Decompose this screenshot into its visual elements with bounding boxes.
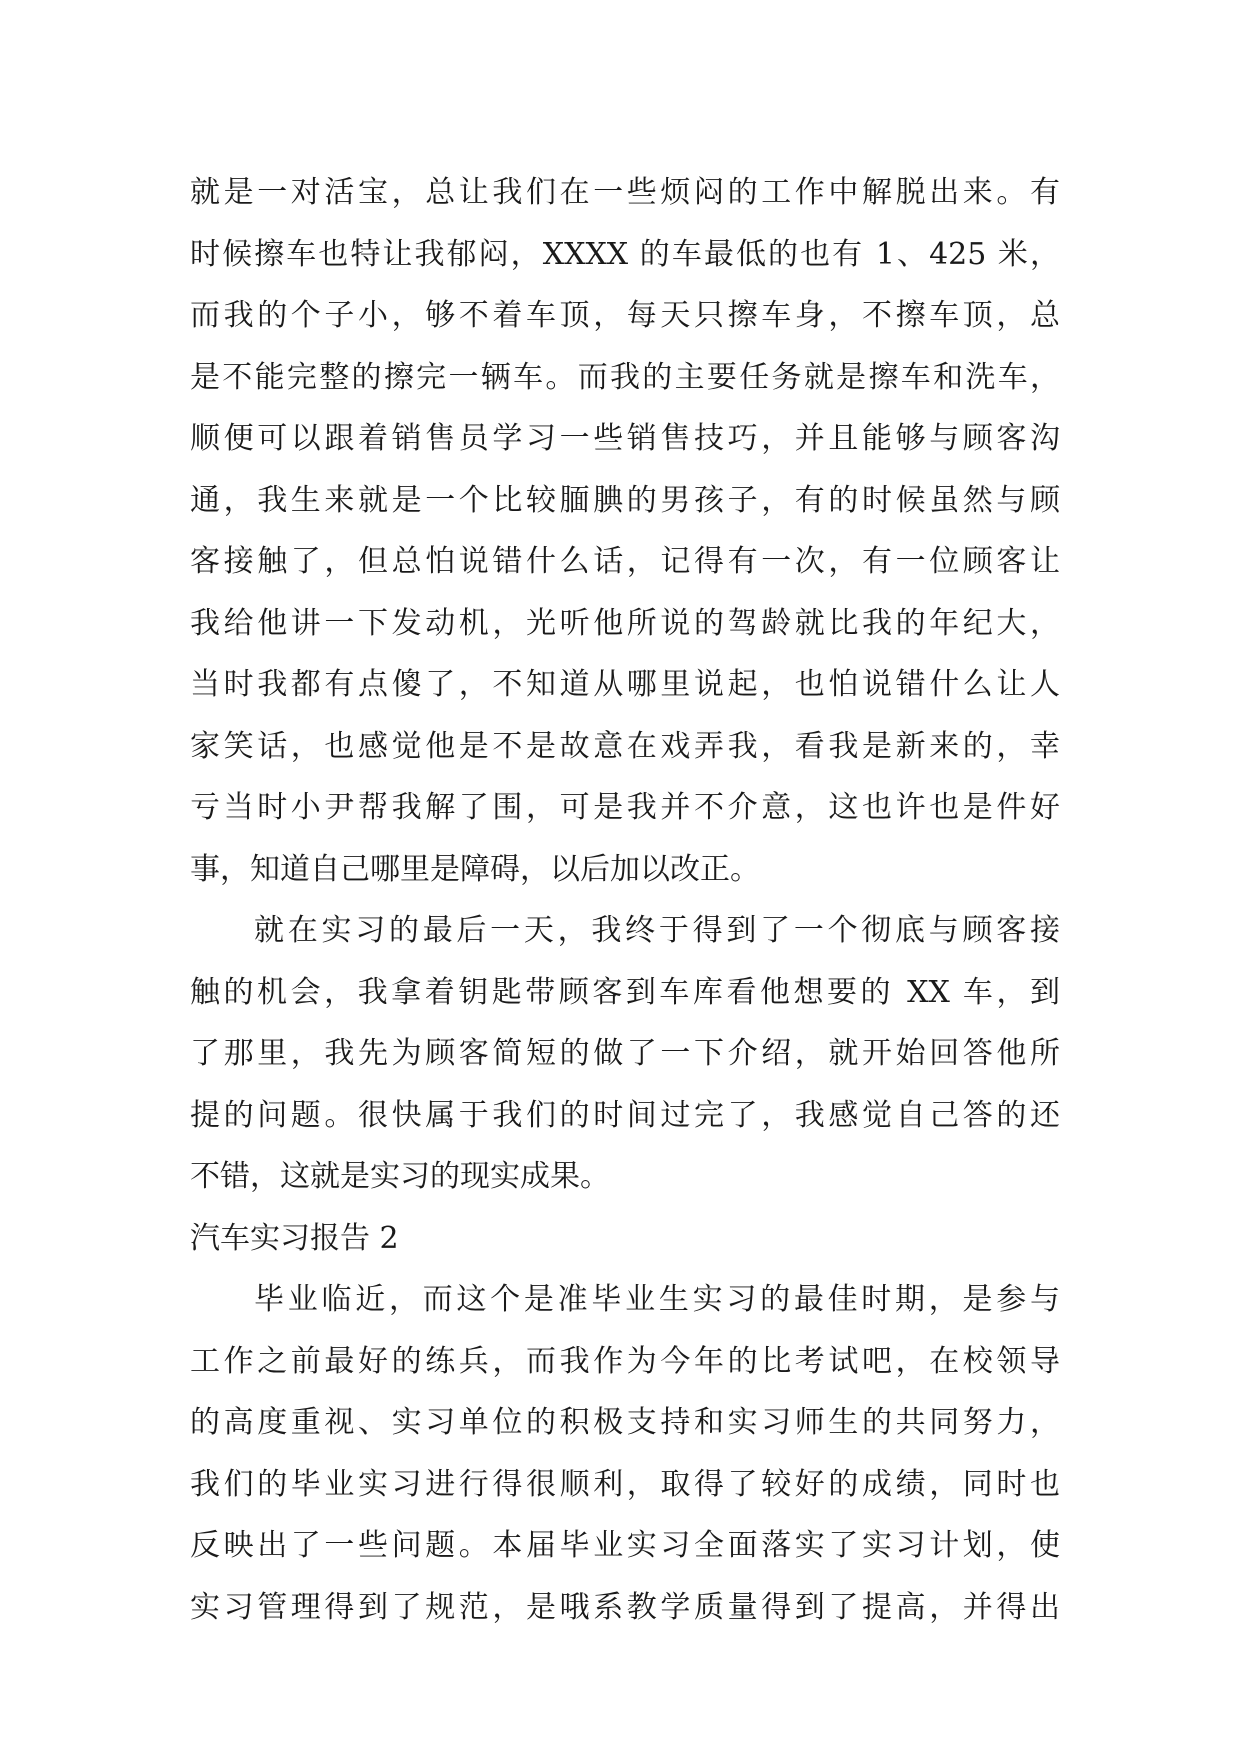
- text-line: 客接触了，但总怕说错什么话，记得有一次，有一位顾客让: [190, 544, 1060, 579]
- text-line: 反映出了一些问题。本届毕业实习全面落实了实习计划，使: [190, 1528, 1060, 1563]
- text-line: 工作之前最好的练兵，而我作为今年的比考试吧，在校领导: [190, 1343, 1060, 1379]
- text-line: 通，我生来就是一个比较腼腆的男孩子，有的时候虽然与顾: [190, 482, 1060, 518]
- text-line: 不错，这就是实习的现实成果。: [190, 1159, 610, 1194]
- text-line: 事，知道自己哪里是障碍，以后加以改正。: [190, 851, 760, 887]
- text-line: 家笑话，也感觉他是不是故意在戏弄我，看我是新来的，幸: [190, 728, 1060, 764]
- section-heading: 汽车实习报告 2: [190, 1220, 399, 1256]
- text-line: 提的问题。很快属于我们的时间过完了，我感觉自己答的还: [190, 1097, 1060, 1133]
- text-line: 时候擦车也特让我郁闷，XXXX 的车最低的也有 1、425 米，: [190, 236, 1060, 272]
- text-line: 实习管理得到了规范，是哦系教学质量得到了提高，并得出: [190, 1589, 1060, 1625]
- text-line: 而我的个子小，够不着车顶，每天只擦车身，不擦车顶，总: [190, 298, 1060, 333]
- document-body: [190, 162, 1060, 1638]
- paragraph: [190, 1269, 1060, 1638]
- text-line: 就在实习的最后一天，我终于得到了一个彻底与顾客接: [254, 913, 1060, 948]
- text-line: 的高度重视、实习单位的积极支持和实习师生的共同努力，: [190, 1405, 1060, 1440]
- text-line: 了那里，我先为顾客简短的做了一下介绍，就开始回答他所: [190, 1036, 1060, 1071]
- text-line: 触的机会，我拿着钥匙带顾客到车库看他想要的 XX 车，到: [190, 974, 1060, 1010]
- text-line: 我给他讲一下发动机，光听他所说的驾龄就比我的年纪大，: [190, 605, 1060, 641]
- text-line: 我们的毕业实习进行得很顺利，取得了较好的成绩，同时也: [190, 1466, 1060, 1502]
- paragraph: [190, 900, 1060, 1208]
- text-line: 顺便可以跟着销售员学习一些销售技巧，并且能够与顾客沟: [190, 421, 1060, 456]
- text-line: 是不能完整的擦完一辆车。而我的主要任务就是擦车和洗车，: [190, 359, 1060, 395]
- text-line: 毕业临近，而这个是准毕业生实习的最佳时期，是参与: [254, 1282, 1060, 1317]
- text-line: 亏当时小尹帮我解了围，可是我并不介意，这也许也是件好: [190, 790, 1060, 825]
- text-line: 就是一对活宝，总让我们在一些烦闷的工作中解脱出来。有: [190, 175, 1060, 210]
- text-line: 当时我都有点傻了，不知道从哪里说起，也怕说错什么让人: [190, 667, 1060, 702]
- paragraph: [190, 162, 1060, 900]
